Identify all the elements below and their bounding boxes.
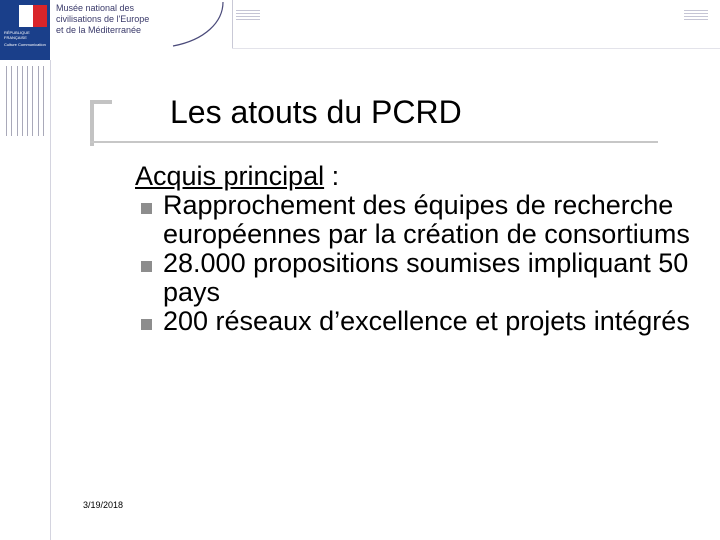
museum-name-line-3: et de la Méditerranée [56, 25, 142, 35]
header-divider [232, 0, 233, 48]
header-rule [232, 48, 720, 49]
bullet-text: 28.000 propositions soumises impliquant 50 pays [163, 248, 689, 307]
bullet-item [135, 307, 695, 336]
footer-date: 3/19/2018 [83, 500, 124, 510]
square-bullet-icon [141, 319, 152, 330]
lead-label: Acquis principal [135, 161, 325, 191]
bullet-item [135, 191, 695, 249]
slide-header [0, 0, 720, 60]
square-bullet-icon [141, 261, 152, 272]
bullet-text: Rapprochement des équipes de recherche européennes par la création de consortiums [163, 190, 690, 249]
museum-name-line-1: Musée national des [56, 3, 135, 13]
logo-caption: RÉPUBLIQUE FRANÇAISE [4, 30, 30, 40]
logo-ministry: Culture Communication [4, 42, 46, 47]
french-flag-icon [5, 5, 47, 27]
lead-line [135, 162, 695, 191]
bullet-item [135, 249, 695, 307]
slide-title: Les atouts du PCRD [170, 94, 462, 130]
lead-suffix: : [324, 161, 340, 191]
decorative-lines-right [684, 10, 708, 22]
decorative-stripes [6, 66, 44, 136]
title-underline-rule [90, 141, 658, 143]
museum-swoosh-icon [165, 0, 230, 50]
republique-francaise-logo [0, 0, 50, 60]
museum-name-line-2: civilisations de l'Europe [56, 14, 150, 24]
slide-body [135, 162, 695, 336]
decorative-lines-left [236, 10, 260, 22]
bullet-text: 200 réseaux d’excellence et projets intégrés [163, 306, 690, 336]
square-bullet-icon [141, 203, 152, 214]
title-corner-mark [90, 100, 112, 146]
